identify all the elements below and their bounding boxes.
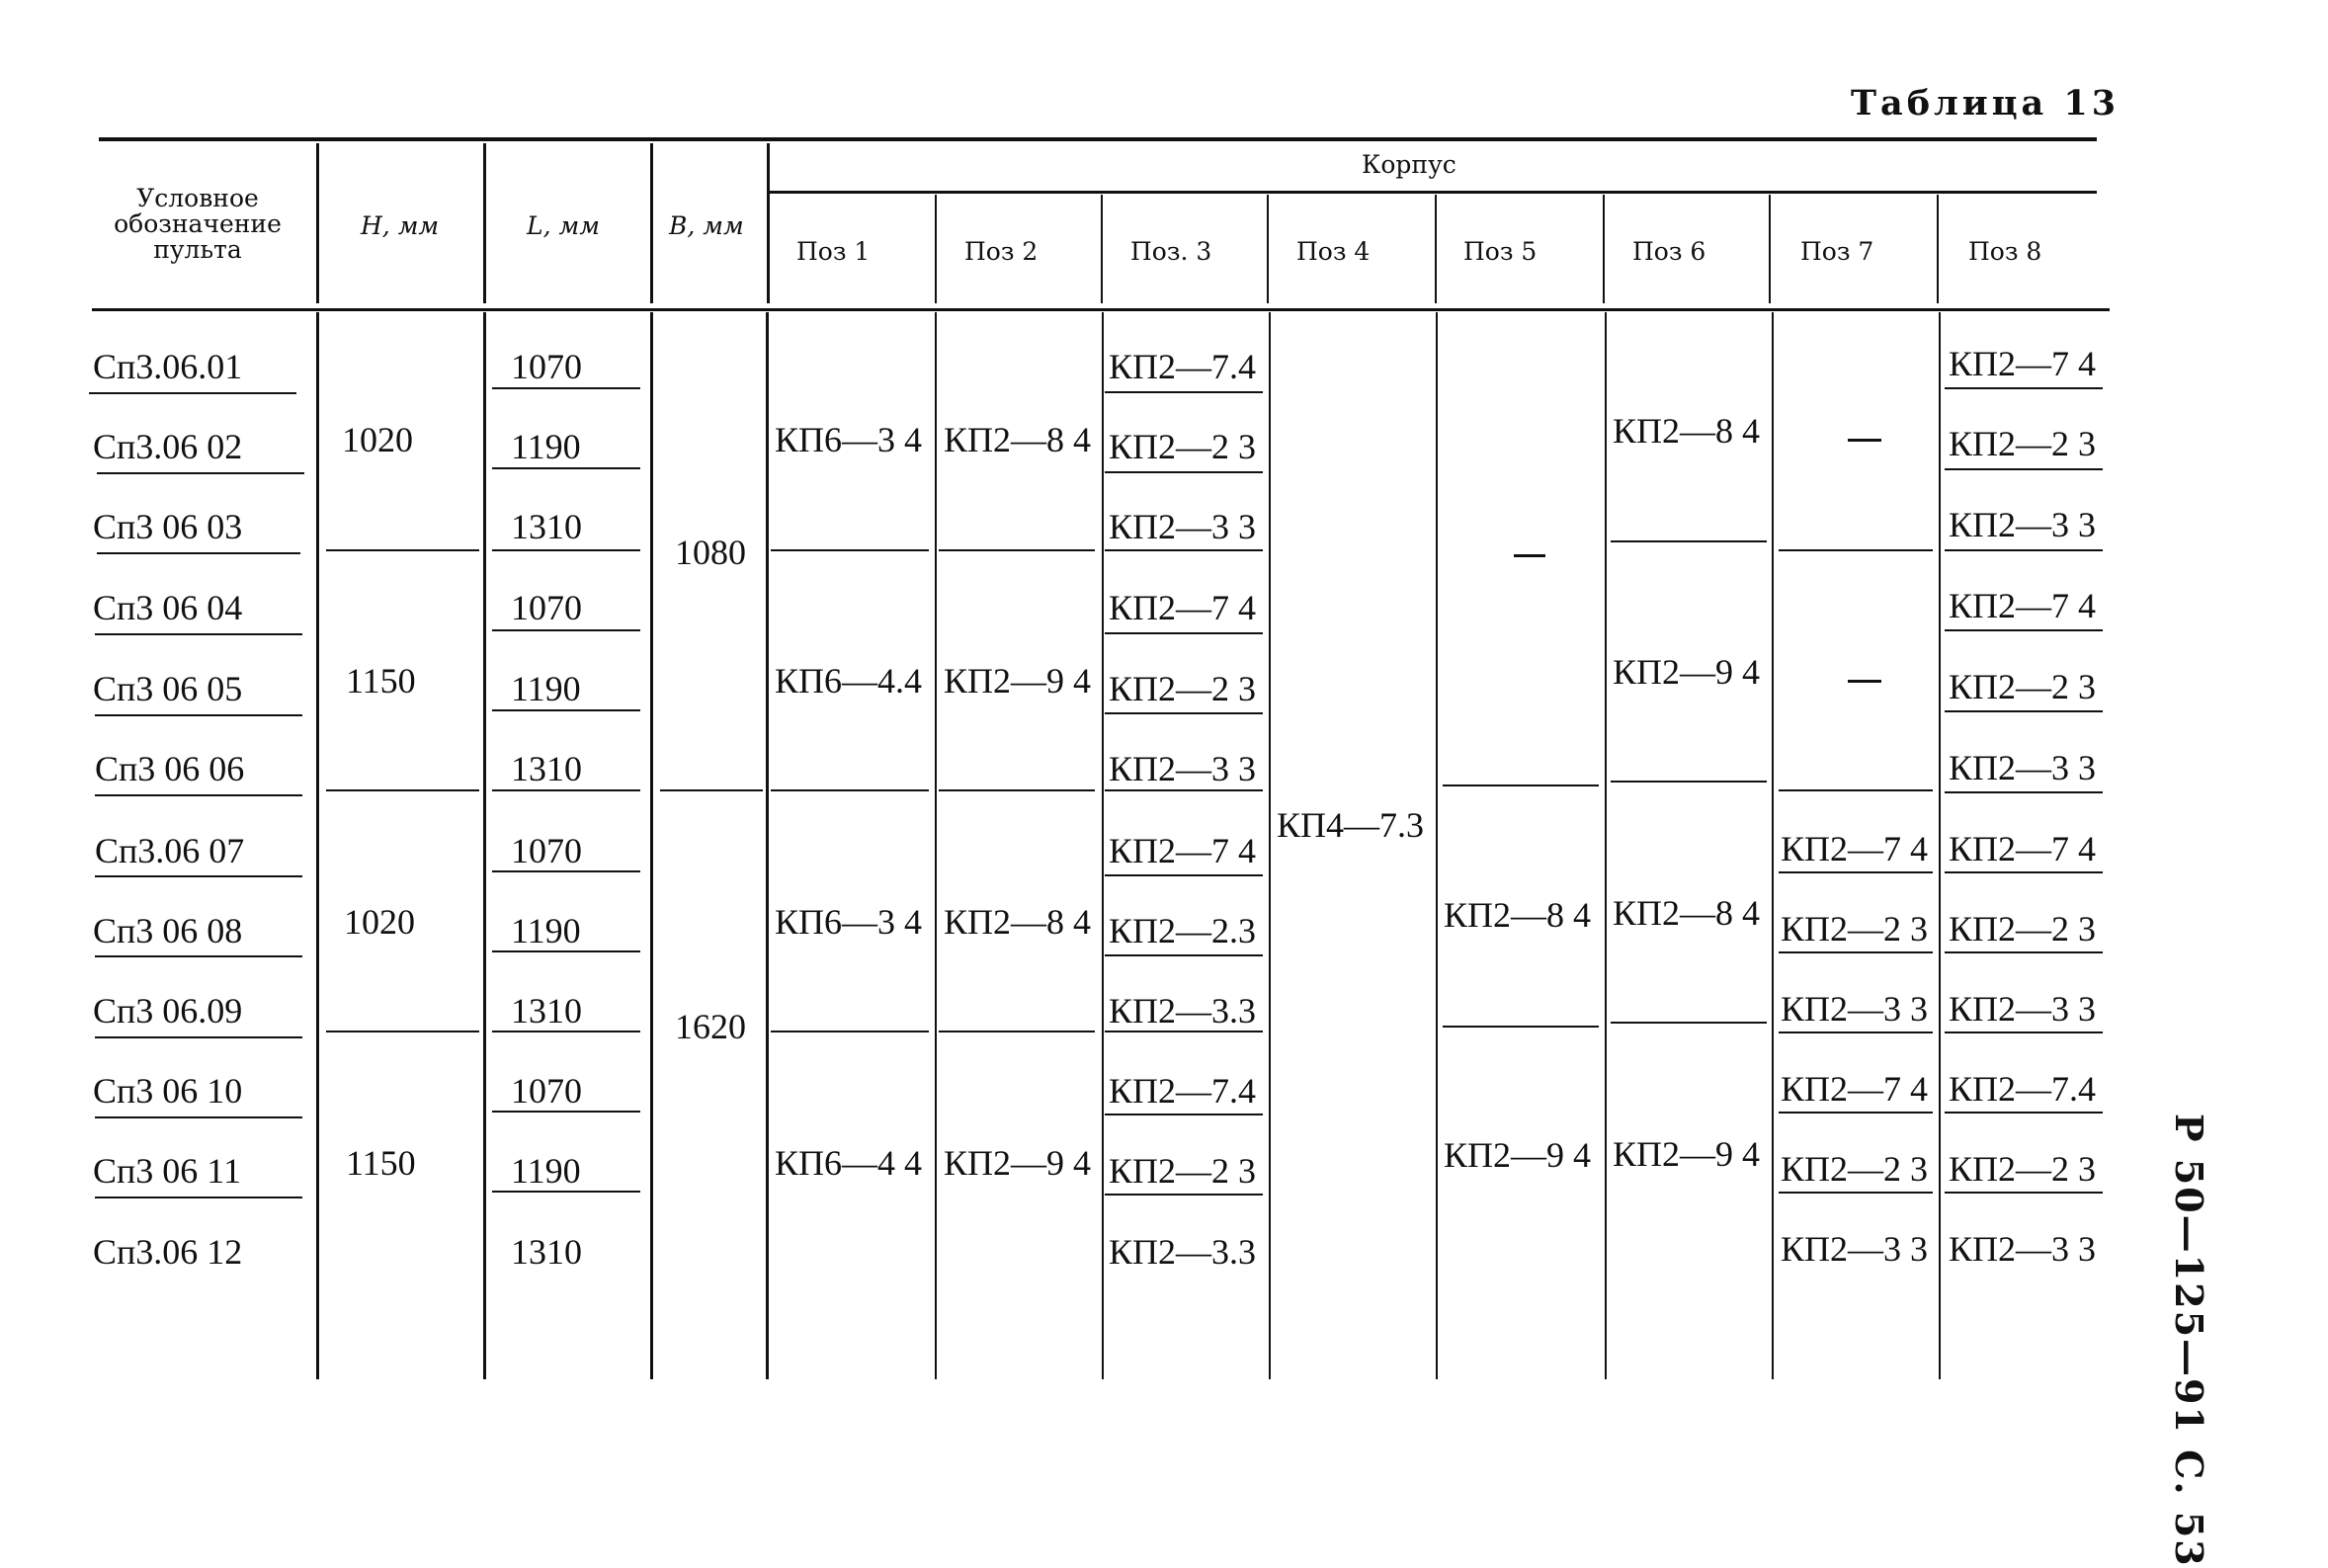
pos5-group-rule [1443, 784, 1599, 786]
l-cell: 1190 [511, 427, 581, 466]
l-cell: 1310 [511, 991, 582, 1031]
pos7-underline [1779, 951, 1933, 953]
pos3-cell: КП2—2 3 [1109, 669, 1257, 708]
pos3-cell: КП2—3 3 [1109, 507, 1257, 546]
body-col-divider [1436, 312, 1438, 1379]
pos1-group-rule [771, 789, 929, 791]
pos3-underline [1105, 874, 1263, 876]
designation-underline [89, 392, 296, 394]
designation-underline [95, 1036, 302, 1038]
header-col-divider [1769, 195, 1771, 303]
header-col-divider [483, 143, 486, 303]
pos3-underline [1105, 712, 1263, 714]
pos3-underline [1105, 954, 1263, 956]
header-pos-7: Поз 7 [1800, 237, 1874, 266]
pos8-cell: КП2—2 3 [1949, 667, 2097, 706]
l-underline [492, 549, 640, 551]
l-underline [492, 1191, 640, 1193]
designation-cell: Сп3 06 04 [93, 588, 243, 627]
pos6-cell: КП2—9 4 [1613, 1134, 1761, 1174]
pos8-underline [1945, 387, 2103, 389]
header-pos-2: Поз 2 [964, 237, 1039, 266]
pos8-underline [1945, 951, 2103, 953]
pos8-cell: КП2—3 3 [1949, 748, 2097, 787]
page-code: Р 50—125—91 С. 53 [2167, 1114, 2211, 1568]
pos7-underline [1779, 871, 1933, 873]
header-designation-line: Условное [136, 184, 259, 212]
l-cell: 1310 [511, 1232, 582, 1272]
header-b: B, мм [669, 211, 744, 240]
pos5-cell: КП2—8 4 [1444, 895, 1592, 935]
h-cell: 1020 [342, 420, 413, 459]
designation-underline [97, 552, 300, 554]
h-group-rule [326, 549, 479, 551]
pos4-cell: КП4—7.3 [1277, 805, 1425, 845]
l-cell: 1310 [511, 749, 582, 788]
l-underline [492, 1111, 640, 1113]
pos7-underline [1779, 1032, 1933, 1033]
header-pos-6: Поз 6 [1632, 237, 1706, 266]
pos6-group-rule [1611, 540, 1767, 542]
pos7-group-rule [1779, 789, 1933, 791]
l-underline [492, 387, 640, 389]
header-pos-3: Поз. 3 [1130, 237, 1212, 266]
pos3-cell: КП2—3.3 [1109, 1232, 1257, 1272]
pos1-cell: КП6—4 4 [775, 1143, 923, 1183]
designation-cell: Сп3 06 08 [93, 911, 243, 950]
pos5-group-rule [1443, 1026, 1599, 1028]
l-underline [492, 709, 640, 711]
b-cell: 1620 [675, 1007, 746, 1046]
pos8-underline [1945, 871, 2103, 873]
pos3-cell: КП2—3 3 [1109, 749, 1257, 788]
l-cell: 1190 [511, 911, 581, 950]
header-pos-4: Поз 4 [1296, 237, 1371, 266]
designation-underline [97, 472, 304, 474]
pos3-underline [1105, 1031, 1263, 1032]
pos6-cell: КП2—8 4 [1613, 411, 1761, 451]
pos7-group-rule [1779, 549, 1933, 551]
pos8-cell: КП2—7 4 [1949, 829, 2097, 868]
pos8-underline [1945, 1112, 2103, 1114]
designation-underline [95, 1116, 302, 1118]
pos8-underline [1945, 710, 2103, 712]
korpus-rule [769, 191, 2097, 194]
pos8-cell: КП2—7 4 [1949, 586, 2097, 625]
pos2-cell: КП2—9 4 [944, 661, 1092, 701]
body-col-divider [1772, 312, 1774, 1379]
pos1-cell: КП6—3 4 [775, 420, 923, 459]
header-designation-line: пульта [153, 235, 242, 264]
header-pos-5: Поз 5 [1463, 237, 1538, 266]
l-underline [492, 629, 640, 631]
header-col-divider [1267, 195, 1269, 303]
designation-underline [95, 714, 302, 716]
pos3-cell: КП2—7 4 [1109, 588, 1257, 627]
designation-cell: Сп3.06 02 [93, 427, 243, 466]
body-col-divider [483, 312, 486, 1379]
table-top-rule [99, 137, 2097, 141]
l-cell: 1070 [511, 347, 582, 386]
header-col-divider [767, 143, 770, 303]
h-cell: 1150 [346, 661, 416, 701]
pos1-group-rule [771, 1031, 929, 1032]
designation-cell: Сп3 06 06 [95, 749, 245, 788]
header-pos-1: Поз 1 [796, 237, 871, 266]
body-col-divider [1939, 312, 1941, 1379]
pos3-cell: КП2—2 3 [1109, 427, 1257, 466]
pos7-dash [1848, 439, 1881, 442]
pos8-cell: КП2—7 4 [1949, 344, 2097, 383]
l-cell: 1070 [511, 831, 582, 870]
l-underline [492, 870, 640, 872]
pos5-dash [1514, 554, 1545, 557]
body-col-divider [1269, 312, 1271, 1379]
pos1-group-rule [771, 549, 929, 551]
body-col-divider [1102, 312, 1104, 1379]
pos3-underline [1105, 632, 1263, 634]
designation-cell: Сп3 06 11 [93, 1151, 241, 1191]
designation-cell: Сп3 06 05 [93, 669, 243, 708]
pos3-cell: КП2—3.3 [1109, 991, 1257, 1031]
header-pos-8: Поз 8 [1968, 237, 2042, 266]
l-cell: 1190 [511, 1151, 581, 1191]
l-cell: 1310 [511, 507, 582, 546]
pos3-underline [1105, 789, 1263, 791]
pos2-cell: КП2—8 4 [944, 902, 1092, 942]
pos8-cell: КП2—3 3 [1949, 989, 2097, 1029]
l-cell: 1070 [511, 588, 582, 627]
pos3-underline [1105, 471, 1263, 473]
pos3-cell: КП2—7.4 [1109, 347, 1257, 386]
l-underline [492, 950, 640, 952]
table-caption: Таблица 13 [1851, 83, 2120, 124]
designation-underline [95, 794, 302, 796]
body-col-divider [650, 312, 653, 1379]
body-col-divider [766, 312, 769, 1379]
b-cell: 1080 [675, 533, 746, 572]
l-underline [492, 789, 640, 791]
pos3-cell: КП2—7 4 [1109, 831, 1257, 870]
header-designation [89, 186, 306, 263]
pos1-cell: КП6—4.4 [775, 661, 923, 701]
pos2-cell: КП2—9 4 [944, 1143, 1092, 1183]
header-col-divider [1603, 195, 1605, 303]
pos7-cell: КП2—7 4 [1781, 1069, 1929, 1109]
header-korpus: Корпус [1362, 150, 1456, 179]
pos8-underline [1945, 549, 2103, 551]
pos6-group-rule [1611, 781, 1767, 783]
designation-underline [95, 1197, 302, 1198]
pos3-cell: КП2—2 3 [1109, 1151, 1257, 1191]
header-h: H, мм [361, 211, 440, 240]
designation-cell: Сп3.06 07 [95, 831, 245, 870]
designation-cell: Сп3 06 03 [93, 507, 243, 546]
pos8-underline [1945, 468, 2103, 470]
h-group-rule [326, 1031, 479, 1032]
pos2-group-rule [939, 789, 1095, 791]
pos6-group-rule [1611, 1022, 1767, 1024]
header-col-divider [1435, 195, 1437, 303]
pos3-underline [1105, 1114, 1263, 1115]
pos5-cell: КП2—9 4 [1444, 1135, 1592, 1175]
pos1-cell: КП6—3 4 [775, 902, 923, 942]
pos7-cell: КП2—3 3 [1781, 1229, 1929, 1269]
h-cell: 1150 [346, 1143, 416, 1183]
pos2-group-rule [939, 1031, 1095, 1032]
designation-cell: Сп3.06.01 [93, 347, 243, 386]
h-cell: 1020 [344, 902, 415, 942]
l-cell: 1190 [511, 669, 581, 708]
pos3-underline [1105, 549, 1263, 551]
header-col-divider [316, 143, 319, 303]
pos2-group-rule [939, 549, 1095, 551]
pos7-cell: КП2—2 3 [1781, 909, 1929, 949]
l-underline [492, 467, 640, 469]
designation-underline [95, 633, 302, 635]
header-l: L, мм [527, 211, 600, 240]
pos8-cell: КП2—3 3 [1949, 505, 2097, 544]
pos8-cell: КП2—2 3 [1949, 1149, 2097, 1189]
pos2-cell: КП2—8 4 [944, 420, 1092, 459]
designation-underline [95, 875, 302, 877]
header-col-divider [650, 143, 653, 303]
body-col-divider [316, 312, 319, 1379]
pos7-underline [1779, 1112, 1933, 1114]
h-group-rule [326, 789, 479, 791]
designation-cell: Сп3.06 12 [93, 1232, 243, 1272]
pos8-underline [1945, 1032, 2103, 1033]
pos3-cell: КП2—7.4 [1109, 1071, 1257, 1111]
pos8-underline [1945, 1192, 2103, 1194]
pos8-cell: КП2—3 3 [1949, 1229, 2097, 1269]
pos8-underline [1945, 791, 2103, 793]
header-designation-line: обозначение [114, 209, 282, 238]
pos3-underline [1105, 1194, 1263, 1196]
designation-underline [95, 955, 302, 957]
pos7-underline [1779, 1192, 1933, 1194]
header-col-divider [1937, 195, 1939, 303]
l-underline [492, 1031, 640, 1032]
designation-cell: Сп3 06 10 [93, 1071, 243, 1111]
pos6-cell: КП2—9 4 [1613, 652, 1761, 692]
header-col-divider [935, 195, 937, 303]
header-bottom-rule [92, 308, 2110, 311]
pos3-underline [1105, 391, 1263, 393]
header-col-divider [1101, 195, 1103, 303]
body-col-divider [1605, 312, 1607, 1379]
pos8-cell: КП2—7.4 [1949, 1069, 2097, 1109]
pos8-cell: КП2—2 3 [1949, 909, 2097, 949]
pos7-cell: КП2—3 3 [1781, 989, 1929, 1029]
pos8-underline [1945, 629, 2103, 631]
pos6-cell: КП2—8 4 [1613, 893, 1761, 933]
pos7-cell: КП2—7 4 [1781, 829, 1929, 868]
b-group-rule [660, 789, 763, 791]
body-col-divider [935, 312, 937, 1379]
pos8-cell: КП2—2 3 [1949, 424, 2097, 463]
l-cell: 1070 [511, 1071, 582, 1111]
designation-cell: Сп3 06.09 [93, 991, 243, 1031]
pos7-cell: КП2—2 3 [1781, 1149, 1929, 1189]
pos7-dash [1848, 680, 1881, 683]
pos3-cell: КП2—2.3 [1109, 911, 1257, 950]
